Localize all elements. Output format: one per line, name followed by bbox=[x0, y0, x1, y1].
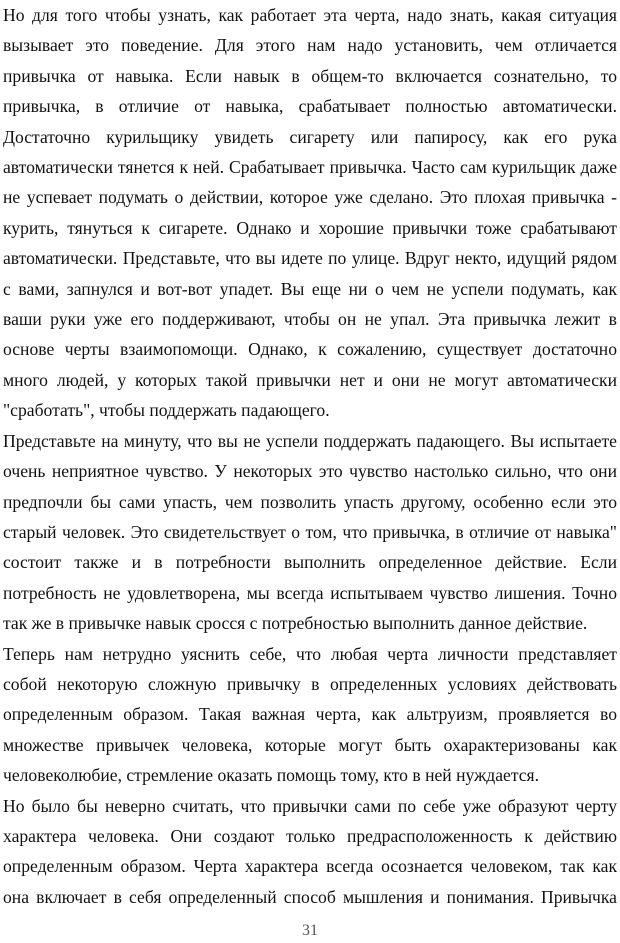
paragraph-3 bbox=[3, 639, 617, 791]
text-line: так же в привычке навык сросся с потребностью выполнить данное действие. bbox=[3, 613, 588, 634]
text-line: ваши руки уже его поддерживают, чтобы он не упал. Эта привычка лежит в bbox=[3, 309, 617, 330]
paragraph-4 bbox=[3, 791, 617, 913]
text-line: Но было бы неверно считать, что привычки сами по себе уже образуют черту bbox=[3, 795, 617, 816]
text-line: Теперь нам нетрудно уяснить себе, что любая черта личности представляет bbox=[3, 643, 617, 664]
body-text bbox=[3, 0, 617, 912]
text-line: предпочли бы сами упасть, чем позволить упасть другому, особенно если это bbox=[3, 491, 617, 512]
text-line: определенным образом. Такая важная черта, как альтруизм, проявляется во bbox=[3, 704, 617, 725]
text-line: Но для того чтобы узнать, как работает эта черта, надо знать, какая ситуация bbox=[3, 5, 617, 25]
text-line: не успевает подумать о действии, которое уже сделано. Это плохая привычка - bbox=[3, 187, 617, 208]
text-line: вызывает это поведение. Для этого нам надо установить, чем отличается bbox=[3, 35, 617, 56]
paragraph-1 bbox=[3, 0, 617, 426]
text-line: много людей, у которых такой привычки нет и они не могут автоматически bbox=[3, 369, 617, 390]
text-line: привычка от навыка. Если навык в общем-то включается сознательно, то bbox=[3, 65, 617, 86]
text-line: курить, тянуться к сигарете. Однако и хорошие привычки тоже срабатывают bbox=[3, 217, 617, 238]
text-line: с вами, запнулся и вот-вот упадет. Вы еще ни о чем не успели подумать, как bbox=[3, 278, 617, 299]
text-line: характера человека. Они создают только предрасположенность к действию bbox=[3, 825, 617, 846]
text-line: автоматически. Представьте, что вы идете по улице. Вдруг некто, идущий рядом bbox=[3, 248, 617, 269]
text-line: Достаточно курильщику увидеть сигарету или папиросу, как его рука bbox=[3, 126, 617, 147]
text-line: человеколюбие, стремление оказать помощь тому, кто в ней нуждается. bbox=[3, 765, 540, 786]
text-line: собой некоторую сложную привычку в определенных условиях действовать bbox=[3, 673, 617, 694]
text-line: основе черты взаимопомощи. Однако, к сожалению, существует достаточно bbox=[3, 339, 617, 360]
text-line: "сработать", чтобы поддержать падающего. bbox=[3, 400, 330, 421]
text-line: она включает в себя определенный способ мышления и понимания. Привычка bbox=[3, 886, 617, 907]
text-line: состоит также и в потребности выполнить определенное действие. Если bbox=[3, 552, 617, 573]
text-line: старый человек. Это свидетельствует о том, что привычка, в отличие от навыка" bbox=[3, 521, 617, 542]
text-line: автоматически тянется к ней. Срабатывает привычка. Часто сам курильщик даже bbox=[3, 157, 617, 178]
text-line: привычка, в отличие от навыка, срабатывает полностью автоматически. bbox=[3, 96, 617, 117]
text-line: Представьте на минуту, что вы не успели поддержать падающего. Вы испытаете bbox=[3, 430, 617, 451]
paragraph-2 bbox=[3, 426, 617, 639]
text-line: очень неприятное чувство. У некоторых это чувство настолько сильно, что они bbox=[3, 461, 617, 482]
text-line: потребность не удовлетворена, мы всегда испытываем чувство лишения. Точно bbox=[3, 582, 617, 603]
text-line: определенным образом. Черта характера всегда осознается человеком, так как bbox=[3, 856, 617, 877]
text-line: множестве привычек человека, которые могут быть охарактеризованы как bbox=[3, 734, 617, 755]
page-number: 31 bbox=[302, 922, 318, 939]
